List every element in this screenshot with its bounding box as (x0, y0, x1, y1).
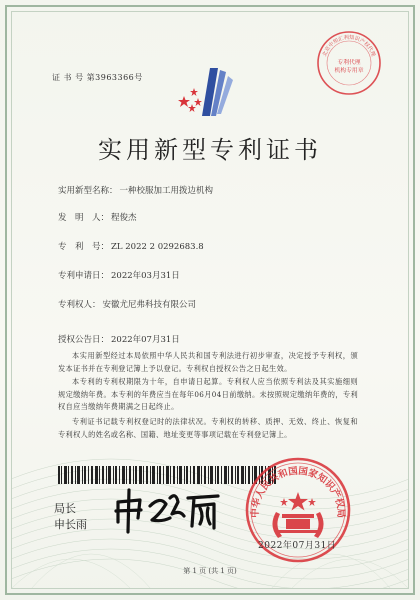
director-title: 局长 (54, 502, 76, 515)
field-label: 专利申请日： (58, 271, 110, 281)
field-value: 2022年03月31日 (111, 271, 180, 281)
field-holder-row (58, 298, 196, 310)
body-paragraph: 本实用新型经过本局依照中华人民共和国专利法进行初步审查，决定授予专利权，颁发本证书并在专利登记簿上予以登记。专利权自授权公告之日起生效。 (58, 351, 358, 373)
body-paragraph: 本专利的专利权期限为十年，自申请日起算。专利权人应当依照专利法及其实施细则规定缴纳年费。本专利的年费应当在每年06月04日前缴纳。未按照规定缴纳年费的，专利权自应当缴纳年费期满之日起终止。 (58, 377, 358, 411)
certificate-number-label: 证 书 号 (52, 73, 84, 82)
field-label: 发 明 人： (58, 213, 110, 223)
page-number: 第 1 页 (共 1 页) (183, 567, 237, 575)
field-label: 授权公告日： (58, 335, 110, 345)
field-number-row (58, 240, 204, 252)
cnipa-logo (170, 66, 248, 122)
svg-text:专利代理: 专利代理 (337, 60, 361, 66)
field-grant-row (58, 333, 180, 345)
field-value: 一种校服加工用拨边机构 (119, 186, 214, 196)
field-value: 2022年07月31日 (111, 335, 180, 345)
certificate-number (52, 72, 143, 83)
svg-text:北京中知汇利知识产权代理: 北京中知汇利知识产权代理 (321, 34, 377, 58)
field-name-row (58, 184, 213, 196)
field-value: 安徽尤尼弗科技有限公司 (102, 300, 197, 310)
field-inventor-row (58, 211, 137, 223)
seal-date: 2022年07月31日 (258, 541, 337, 551)
certificate-title: 实用新型专利证书 (98, 136, 322, 164)
svg-text:中华人民共和国国家知识产权局: 中华人民共和国国家知识产权局 (249, 465, 347, 518)
field-label: 专 利 号： (58, 242, 110, 252)
certificate-number-value: 第3963366号 (86, 73, 143, 82)
field-value: 程俊杰 (111, 213, 137, 223)
body-paragraph: 专利证书记载专利权登记时的法律状况。专利权的转移、质押、无效、终止、恢复和专利权人的姓名或名称、国籍、地址变更等事项记载在专利登记簿上。 (58, 417, 358, 439)
svg-text:机构专用章: 机构专用章 (334, 68, 364, 74)
field-filing-row (58, 269, 180, 281)
director-signature (110, 484, 225, 536)
field-value: ZL 2022 2 0292683.8 (111, 242, 204, 252)
director-name: 申长雨 (54, 518, 87, 531)
agency-seal (316, 30, 382, 96)
field-label: 专利权人： (58, 300, 101, 310)
field-label: 实用新型名称： (58, 186, 118, 196)
